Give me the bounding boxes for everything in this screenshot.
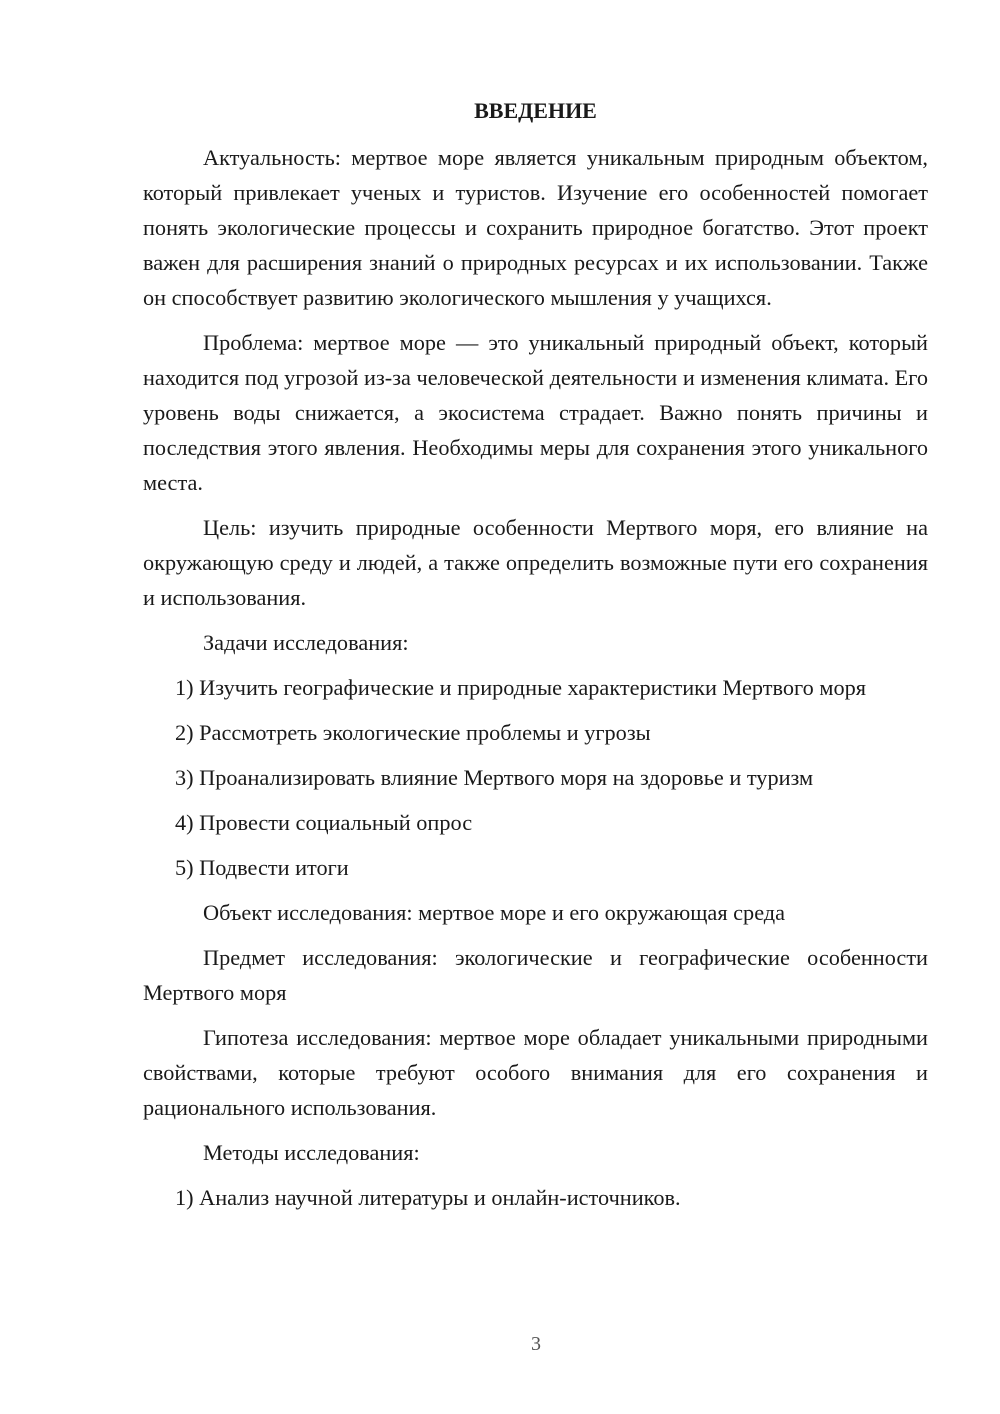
- paragraph-problem: Проблема: мертвое море — это уникальный природный объект, который находится под угрозой из-за человеческой деятельности и изменения климата. Его уровень воды снижается, а экосистема страдает. Важно понять причины и последствия этого явления. Необходимы меры для сохранения этого уникального места.: [143, 330, 928, 495]
- method-item-1: 1) Анализ научной литературы и онлайн-источников.: [175, 1185, 681, 1210]
- section-title: ВВЕДЕНИЕ: [474, 98, 597, 123]
- task-item-2: 2) Рассмотреть экологические проблемы и угрозы: [175, 720, 651, 745]
- task-item-1: 1) Изучить географические и природные характеристики Мертвого моря: [175, 675, 867, 700]
- task-item-5: 5) Подвести итоги: [175, 855, 349, 880]
- paragraph-goal: Цель: изучить природные особенности Мертвого моря, его влияние на окружающую среду и людей, а также определить возможные пути его сохранения и использования.: [143, 515, 928, 610]
- paragraph-hypothesis: Гипотеза исследования: мертвое море обладает уникальными природными свойствами, которые требуют особого внимания для его сохранения и рационального использования.: [143, 1025, 928, 1120]
- paragraph-object: Объект исследования: мертвое море и его окружающая среда: [203, 900, 786, 925]
- paragraph-relevance: Актуальность: мертвое море является уникальным природным объектом, который привлекает ученых и туристов. Изучение его особенностей помогает понять экологические процессы и сохранить природное богатство. Этот проект важен для расширения знаний о природных ресурсах и их использовании. Также он способствует развитию экологического мышления у учащихся.: [143, 145, 928, 310]
- paragraph-subject: Предмет исследования: экологические и географические особенности Мертвого моря: [143, 945, 928, 1005]
- document-page: [143, 94, 928, 1225]
- methods-heading: Методы исследования:: [203, 1140, 420, 1165]
- task-item-3: 3) Проанализировать влияние Мертвого моря на здоровье и туризм: [175, 765, 814, 790]
- task-item-4: 4) Провести социальный опрос: [175, 810, 473, 835]
- page-number: 3: [531, 1333, 541, 1355]
- tasks-heading: Задачи исследования:: [203, 630, 409, 655]
